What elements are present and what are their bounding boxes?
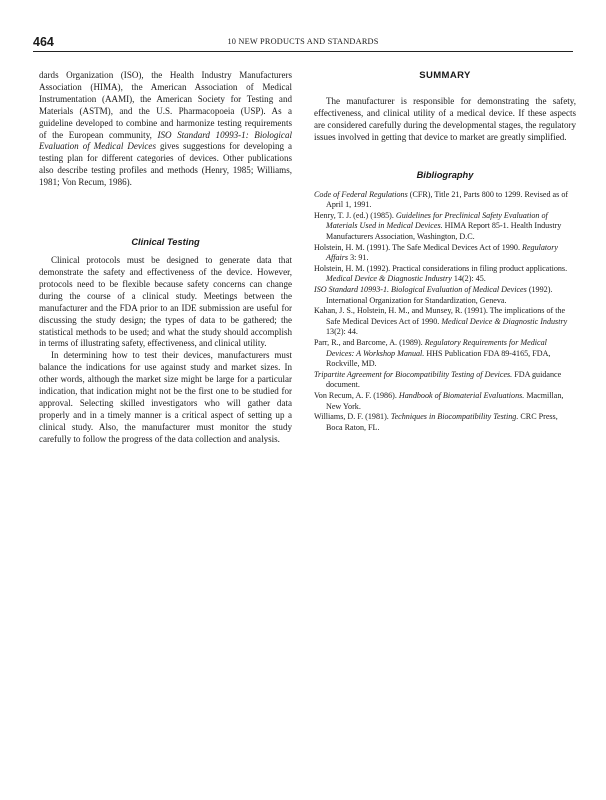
clinical-paragraph-1: Clinical protocols must be designed to generate data that demonstrate the safety and effectiveness of the device. However, protocols need to be flexible because safety concerns can change during the course of a clinical study. Meetings between the manufacturer and the FDA prior to an IDE submission are useful for discussing the study design; the types of data to be gathered; the statistical methods to be used; and what the study should accomplish in terms of illustrating safety, effectiveness, and clinical utility. [39,255,292,349]
reference-item: Tripartite Agreement for Biocompatibility Testing of Devices. FDA guidance document. [314,369,562,390]
reference-item: Code of Federal Regulations (CFR), Title 21, Parts 800 to 1299. Revised as of April 1, 1991. [314,189,569,210]
reference-item: Holstein, H. M. (1992). Practical considerations in filing product applications. Medical Device & Diagnostic Industry 14(2): 45. [314,263,568,284]
header-rule [33,51,573,52]
summary-heading: SUMMARY [419,70,471,81]
clinical-paragraph-2: In determining how to test their devices, manufacturers must balance the indications for use against study and market sizes. In other words, although the market size might be large for a particular indication, that indication might not be the first one to be studied for approval. Selecting skilled investigators who will gather data properly and in a timely manner is a critical aspect of setting up a clinical study. Also, the manufacturer must monitor the study carefully to follow the progress of the data collection and analysis. [39,350,292,444]
reference-item: ISO Standard 10993-1. Biological Evaluation of Medical Devices (1992). International Organization for Standardization, Geneva. [314,284,553,305]
continued-paragraph: dards Organization (ISO), the Health Industry Manufacturers Association (HIMA), the American Association of Medical Instrumentation (AAMI), the American Society for Testing and Materials (ASTM), and the U.S. Pharmacopoeia (USP). As a guideline developed to combine and harmonize testing requirements of the European community, ISO Standard 10993-1: Biological Evaluation of Medical Devices gives suggestions for developing a testing plan for different categories of devices. Other publications also describe testing profiles and methods (Henry, 1985; Williams, 1981; Von Recum, 1986). [39,70,293,188]
page-number: 464 [33,35,54,49]
reference-list [314,190,576,434]
reference-item: Kahan, J. S., Holstein, H. M., and Munsey, R. (1991). The implications of the Safe Medical Devices Act of 1990. Medical Device & Diagnostic Industry 13(2): 44. [314,306,568,337]
summary-paragraph: The manufacturer is responsible for demonstrating the safety, effectiveness, and clinical utility of a medical device. If these aspects are considered carefully during the developmental stages, the regulatory issues involved in getting that device to market are greatly simplified. [314,96,576,142]
left-column [39,70,292,446]
clinical-testing-heading: Clinical Testing [131,237,200,248]
reference-item: Von Recum, A. F. (1986). Handbook of Biomaterial Evaluations. Macmillan, New York. [314,390,564,411]
page-header [33,34,573,52]
right-column [314,70,576,433]
reference-item: Williams, D. F. (1981). Techniques in Biocompatibility Testing. CRC Press, Boca Raton, FL. [314,412,558,432]
bibliography-heading: Bibliography [416,169,474,180]
reference-item: Holstein, H. M. (1991). The Safe Medical Devices Act of 1990. Regulatory Affairs 3: 91. [314,242,558,263]
reference-item: Henry, T. J. (ed.) (1985). Guidelines for Preclinical Safety Evaluation of Materials Used in Medical Devices. HIMA Report 85-1. Health Industry Manufacturers Association, Washington, D.C. [314,210,562,241]
reference-item: Parr, R., and Barcome, A. (1989). Regulatory Requirements for Medical Devices: A Workshop Manual. HHS Publication FDA 89-4165, FDA, Rockville, MD. [314,337,551,369]
running-head: 10 NEW PRODUCTS AND STANDARDS [227,37,379,46]
